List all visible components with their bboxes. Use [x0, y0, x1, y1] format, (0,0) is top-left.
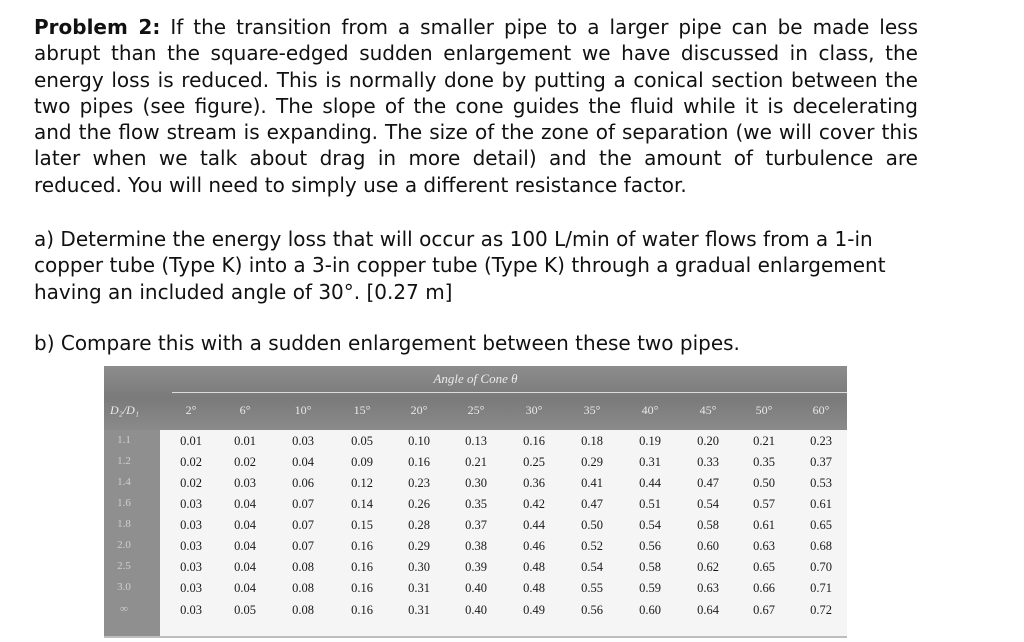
ratio-row-label: ∞	[120, 603, 128, 615]
table-cell: 0.04	[234, 581, 256, 595]
table-cell: 0.16	[408, 455, 430, 469]
table-cell: 0.15	[351, 518, 373, 532]
table-cell: 0.58	[639, 560, 661, 574]
table-cell: 0.44	[639, 476, 661, 490]
ratio-row-label: 2.0	[117, 539, 131, 551]
table-cell: 0.04	[234, 560, 256, 574]
table-cell: 0.63	[753, 539, 775, 553]
table-cell: 0.60	[639, 603, 661, 617]
table-cell: 0.63	[697, 581, 719, 595]
diameter-ratio-header: D₂/D₁	[110, 403, 140, 417]
table-cell: 0.16	[523, 434, 545, 448]
table-cell: 0.02	[180, 455, 202, 469]
table-cell: 0.03	[180, 560, 202, 574]
ratio-row-label: 3.0	[117, 581, 131, 593]
table-cell: 0.31	[408, 581, 430, 595]
ratio-row-label: 1.6	[117, 497, 131, 509]
angle-column-header: 20°	[410, 403, 428, 417]
problem-label: Problem 2:	[34, 15, 161, 39]
table-cell: 0.35	[465, 497, 487, 511]
table-cell: 0.21	[753, 434, 775, 448]
table-cell: 0.08	[292, 603, 314, 617]
table-cell: 0.41	[581, 476, 603, 490]
table-cell: 0.26	[408, 497, 430, 511]
table-cell: 0.56	[639, 539, 661, 553]
table-cell: 0.50	[581, 518, 603, 532]
table-cell: 0.70	[810, 560, 832, 574]
table-cell: 0.07	[292, 539, 314, 553]
table-cell: 0.23	[810, 434, 832, 448]
angle-column-header: 6°	[239, 403, 251, 417]
table-cell: 0.40	[465, 603, 487, 617]
table-cell: 0.31	[408, 603, 430, 617]
table-cell: 0.20	[697, 434, 719, 448]
ratio-row-label: 1.8	[117, 518, 131, 530]
table-cell: 0.42	[523, 497, 545, 511]
angle-column-header: 30°	[525, 403, 543, 417]
table-cell: 0.67	[753, 603, 775, 617]
angle-column-header: 10°	[294, 403, 312, 417]
table-cell: 0.56	[581, 603, 603, 617]
table-cell: 0.62	[697, 560, 719, 574]
table-cell: 0.53	[810, 476, 832, 490]
table-cell: 0.03	[180, 518, 202, 532]
table-cell: 0.61	[810, 497, 832, 511]
table-cell: 0.64	[697, 603, 719, 617]
table-bottom-edge	[104, 636, 847, 638]
table-cell: 0.38	[465, 539, 487, 553]
table-cell: 0.54	[581, 560, 603, 574]
table-cell: 0.52	[581, 539, 603, 553]
table-cell: 0.13	[465, 434, 487, 448]
table-cell: 0.35	[753, 455, 775, 469]
table-cell: 0.09	[351, 455, 373, 469]
table-cell: 0.01	[180, 434, 202, 448]
table-cell: 0.16	[351, 603, 373, 617]
problem-text: If the transition from a smaller pipe to a larger pipe can be made less abrupt than the square-edged sudden enlargement we have discussed in class, the energy loss is reduced. This is normally done by putting a conical section between the two pipes (see figure). The slope of the cone guides the fluid while it is decelerating and the flow stream is expanding. The size of the zone of separation (we will cover this later when we talk about drag in more detail) and the amount of turbulence are reduced. You will need to simply use a different resistance factor.	[34, 15, 919, 197]
table-cell: 0.03	[180, 603, 202, 617]
ratio-row-label: 2.5	[117, 560, 131, 572]
problem-statement	[34, 14, 918, 198]
table-cell: 0.04	[234, 539, 256, 553]
table-cell: 0.02	[180, 476, 202, 490]
table-cell: 0.39	[465, 560, 487, 574]
table-cell: 0.28	[408, 518, 430, 532]
table-cell: 0.59	[639, 581, 661, 595]
table-cell: 0.44	[523, 518, 545, 532]
table-cell: 0.16	[351, 539, 373, 553]
table-cell: 0.23	[408, 476, 430, 490]
table-cell: 0.18	[581, 434, 603, 448]
table-cell: 0.54	[639, 518, 661, 532]
resistance-coefficient-table	[104, 366, 847, 636]
angle-column-header: 35°	[583, 403, 601, 417]
table-cell: 0.16	[351, 560, 373, 574]
table-cell: 0.51	[639, 497, 661, 511]
angle-column-header: 2°	[185, 403, 197, 417]
table-cell: 0.49	[523, 603, 545, 617]
table-cell: 0.03	[292, 434, 314, 448]
part-b-question: b) Compare this with a sudden enlargement between these two pipes.	[34, 331, 740, 355]
angle-column-header: 40°	[641, 403, 659, 417]
table-cell: 0.57	[753, 497, 775, 511]
table-cell: 0.05	[234, 603, 256, 617]
table-cell: 0.54	[697, 497, 719, 511]
table-cell: 0.03	[234, 476, 256, 490]
table-cell: 0.66	[753, 581, 775, 595]
ratio-row-label: 1.4	[117, 476, 131, 488]
table-cell: 0.29	[408, 539, 430, 553]
table-cell: 0.06	[292, 476, 314, 490]
table-cell: 0.03	[180, 539, 202, 553]
table-cell: 0.07	[292, 518, 314, 532]
table-cell: 0.61	[753, 518, 775, 532]
table-cell: 0.40	[465, 581, 487, 595]
angle-column-header: 50°	[755, 403, 773, 417]
table-cell: 0.10	[408, 434, 430, 448]
table-cell: 0.48	[523, 581, 545, 595]
table-cell: 0.14	[351, 497, 373, 511]
table-cell: 0.12	[351, 476, 373, 490]
angle-of-cone-title: Angle of Cone θ	[433, 371, 518, 386]
table-cell: 0.37	[465, 518, 487, 532]
table-cell: 0.30	[408, 560, 430, 574]
table-cell: 0.03	[180, 497, 202, 511]
table-cell: 0.08	[292, 560, 314, 574]
table-cell: 0.08	[292, 581, 314, 595]
ratio-row-label: 1.2	[117, 455, 131, 467]
table-header-band	[104, 366, 847, 430]
table-cell: 0.71	[810, 581, 832, 595]
table-cell: 0.60	[697, 539, 719, 553]
angle-column-header: 15°	[353, 403, 371, 417]
table-cell: 0.58	[697, 518, 719, 532]
table-cell: 0.02	[234, 455, 256, 469]
table-cell: 0.30	[465, 476, 487, 490]
table-cell: 0.07	[292, 497, 314, 511]
table-cell: 0.31	[639, 455, 661, 469]
table-cell: 0.37	[810, 455, 832, 469]
table-cell: 0.21	[465, 455, 487, 469]
ratio-row-label: 1.1	[117, 434, 131, 446]
table-cell: 0.47	[581, 497, 603, 511]
table-cell: 0.65	[753, 560, 775, 574]
table-cell: 0.04	[292, 455, 314, 469]
table-cell: 0.48	[523, 560, 545, 574]
table-cell: 0.36	[523, 476, 545, 490]
header-rule	[172, 392, 847, 393]
table-cell: 0.65	[810, 518, 832, 532]
table-cell: 0.47	[697, 476, 719, 490]
table-cell: 0.05	[351, 434, 373, 448]
table-cell: 0.29	[581, 455, 603, 469]
angle-column-header: 25°	[467, 403, 485, 417]
part-a-question: a) Determine the energy loss that will occur as 100 L/min of water flows from a 1-in copper tube (Type K) into a 3-in copper tube (Type K) through a gradual enlargement having an included angle of 30°. [0.27 m]	[34, 227, 886, 304]
table-cell: 0.04	[234, 497, 256, 511]
table-cell: 0.33	[697, 455, 719, 469]
table-cell: 0.55	[581, 581, 603, 595]
table-cell: 0.03	[180, 581, 202, 595]
table-cell: 0.04	[234, 518, 256, 532]
table-cell: 0.68	[810, 539, 832, 553]
table-cell: 0.16	[351, 581, 373, 595]
table-cell: 0.46	[523, 539, 545, 553]
table-cell: 0.25	[523, 455, 545, 469]
table-cell: 0.72	[810, 603, 832, 617]
angle-column-header: 45°	[699, 403, 717, 417]
table-cell: 0.19	[639, 434, 661, 448]
angle-column-header: 60°	[812, 403, 830, 417]
table-cell: 0.50	[753, 476, 775, 490]
table-cell: 0.01	[234, 434, 256, 448]
